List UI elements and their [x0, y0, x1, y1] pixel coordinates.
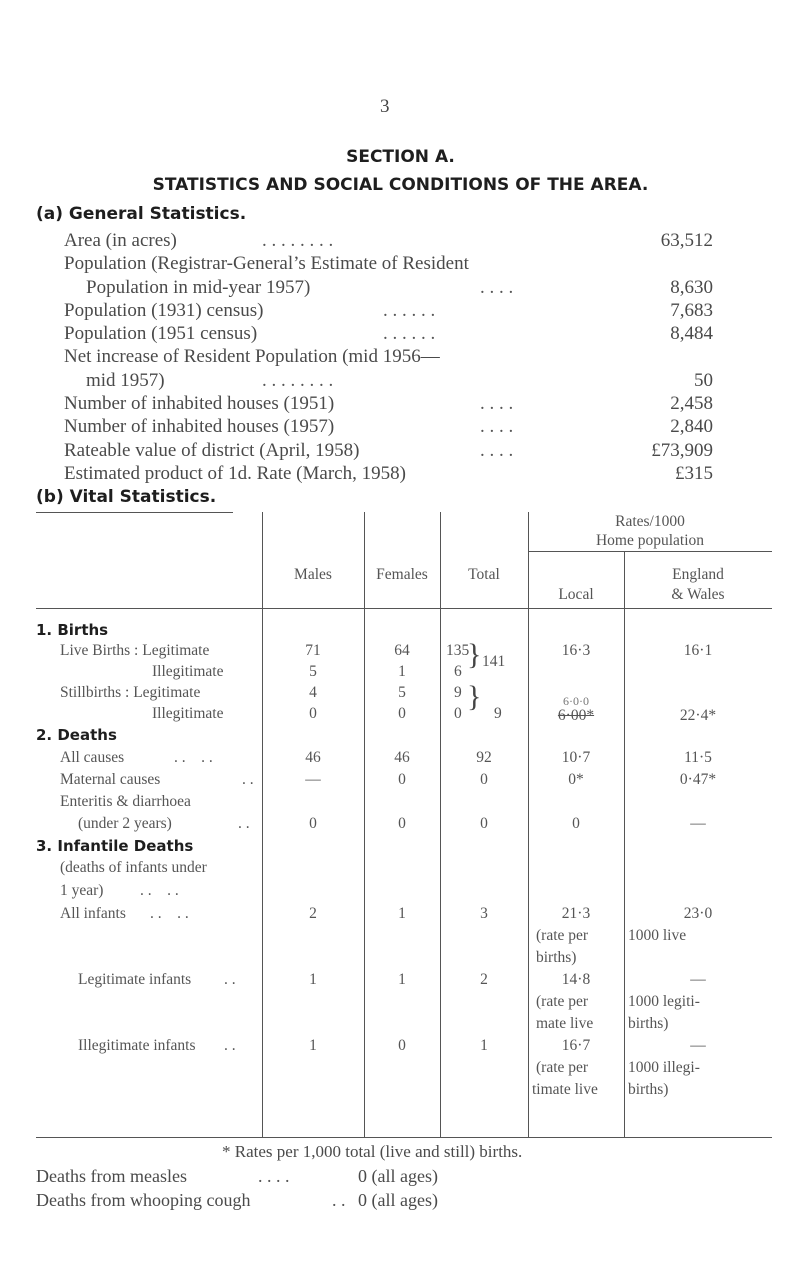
general-row-label: Number of inhabited houses (1957)	[64, 416, 335, 437]
section-infantile-deaths: 3. Infantile Deaths	[36, 837, 194, 855]
whooping-cough-label: Deaths from whooping cough	[36, 1190, 251, 1210]
cell-local-rate: 21·3	[561, 905, 591, 922]
row-label: All causes	[60, 749, 125, 766]
general-row-label: Population (Registrar-General’s Estimate of Resident	[64, 253, 469, 274]
cell-females: 46	[394, 749, 410, 766]
section-note: (deaths of infants under	[60, 859, 207, 876]
row-label: Maternal causes	[60, 771, 161, 788]
leader-dots: . . . .	[480, 440, 514, 461]
vital-statistics-heading: (b) Vital Statistics.	[36, 487, 217, 507]
leader-dots: . .	[332, 1190, 346, 1210]
cell-males: 0	[309, 815, 317, 832]
general-row-label: Estimated product of 1d. Rate (March, 1958)	[64, 463, 406, 484]
cell-local-rate: 10·7	[561, 749, 591, 766]
measles-label: Deaths from measles	[36, 1166, 187, 1186]
leader-dots: . . . .	[480, 277, 514, 298]
general-row-value: 50	[694, 370, 713, 391]
cell-ew-rate: 11·5	[684, 749, 712, 766]
general-row-value: 8,484	[670, 323, 713, 344]
cell-females: 1	[398, 971, 406, 988]
cell-males: 5	[309, 663, 317, 680]
footnote: * Rates per 1,000 total (live and still) births.	[222, 1142, 523, 1161]
section-subtitle: STATISTICS AND SOCIAL CONDITIONS OF THE AREA.	[152, 175, 649, 195]
section-note: 1 year)	[60, 882, 104, 899]
page-number: 3	[380, 96, 390, 117]
cell-males: 1	[309, 1037, 317, 1054]
cell-local-note: (rate per	[536, 927, 589, 944]
cell-ew-rate: —	[690, 1037, 706, 1054]
cell-males: 0	[309, 705, 317, 722]
table-rule	[36, 608, 772, 609]
brace-icon: }	[467, 638, 482, 671]
cell-ew-note: births)	[628, 1081, 669, 1098]
cell-males: 2	[309, 905, 317, 922]
row-label: Live Births : Legitimate	[60, 642, 210, 659]
cell-total: 0	[480, 771, 488, 788]
leader-dots: . . . . . . . .	[262, 370, 334, 391]
general-row-label: mid 1957)	[86, 370, 165, 391]
table-rule	[528, 551, 772, 552]
cell-ew-note: 1000 live	[628, 927, 687, 944]
cell-females: 1	[398, 663, 406, 680]
row-label-continued: (under 2 years)	[78, 815, 172, 832]
leader-dots: . . . . . .	[383, 323, 436, 344]
row-label: Illegitimate infants	[78, 1037, 196, 1054]
cell-females: 0	[398, 815, 406, 832]
leader-dots: . .	[238, 815, 250, 832]
leader-dots: . . . . . .	[383, 300, 436, 321]
cell-total: 135	[446, 642, 470, 659]
cell-females: 5	[398, 684, 406, 701]
header-total: Total	[468, 566, 500, 583]
row-label: Illegitimate	[152, 663, 224, 680]
cell-females: 0	[398, 705, 406, 722]
section-births: 1. Births	[36, 621, 109, 639]
cell-total: 9	[454, 684, 462, 701]
general-row-value: 63,512	[660, 230, 713, 251]
cell-ew-rate: 22·4*	[679, 707, 717, 724]
cell-local-rate: 16·3	[561, 642, 591, 659]
cell-local-rate: 6·00*	[557, 707, 595, 724]
cell-females: 64	[394, 642, 410, 659]
leader-dots: . .	[224, 971, 236, 988]
section-deaths: 2. Deaths	[36, 726, 117, 744]
cell-local-note: (rate per	[536, 1059, 589, 1076]
cell-total: 6	[454, 663, 462, 680]
row-label: Stillbirths : Legitimate	[60, 684, 201, 701]
cell-females: 1	[398, 905, 406, 922]
general-row-value: 2,458	[670, 393, 713, 414]
general-row-value: £315	[675, 463, 713, 484]
leader-dots: . . . . . . . .	[262, 230, 334, 251]
header-females: Females	[376, 566, 428, 583]
general-row-label: Area (in acres)	[64, 230, 177, 251]
cell-total: 3	[480, 905, 488, 922]
cell-ew-note: 1000 legiti-	[628, 993, 700, 1010]
general-row-label: Population (1931) census)	[64, 300, 264, 321]
cell-local-rate: 0	[572, 815, 580, 832]
general-row-label: Net increase of Resident Population (mid 1956—	[64, 346, 440, 367]
cell-ew-rate: —	[690, 971, 706, 988]
general-row-label: Population (1951 census)	[64, 323, 258, 344]
table-rule	[36, 1137, 772, 1138]
whooping-cough-value: 0 (all ages)	[358, 1190, 438, 1210]
leader-dots: . . . .	[150, 905, 189, 922]
leader-dots: . . . .	[480, 393, 514, 414]
cell-ew-rate: 23·0	[683, 905, 713, 922]
cell-ew-rate: —	[690, 815, 706, 832]
measles-value: 0 (all ages)	[358, 1166, 438, 1186]
leader-dots: . . . .	[140, 882, 179, 899]
cell-ew-note: 1000 illegi-	[628, 1059, 700, 1076]
cell-total: 1	[480, 1037, 488, 1054]
cell-ew-note: births)	[628, 1015, 669, 1032]
cell-total: 0	[454, 705, 462, 722]
header-local: Local	[558, 586, 594, 603]
leader-dots: . .	[242, 771, 254, 788]
cell-total: 0	[480, 815, 488, 832]
cell-local-rate: 0*	[568, 771, 584, 788]
handwritten-correction: 6·0·0	[563, 694, 589, 708]
general-row-value: £73,909	[651, 440, 713, 461]
row-label: Illegitimate	[152, 705, 224, 722]
leader-dots: . . . .	[174, 749, 213, 766]
leader-dots: . .	[224, 1037, 236, 1054]
general-row-label: Population in mid-year 1957)	[86, 277, 311, 298]
general-row-value: 8,630	[670, 277, 713, 298]
cell-local-note: mate live	[536, 1015, 594, 1032]
row-label: Legitimate infants	[78, 971, 192, 988]
cell-males: 71	[305, 642, 321, 659]
leader-dots: . . . .	[480, 416, 514, 437]
row-label: All infants	[60, 905, 126, 922]
cell-ew-rate: 16·1	[683, 642, 713, 659]
header-males: Males	[294, 566, 332, 583]
header-rates: Rates/1000	[615, 513, 685, 530]
cell-local-rate: 14·8	[561, 971, 591, 988]
cell-females: 0	[398, 1037, 406, 1054]
cell-local-rate: 16·7	[561, 1037, 591, 1054]
cell-ew-rate: 0·47*	[679, 771, 717, 788]
general-row-label: Number of inhabited houses (1951)	[64, 393, 335, 414]
cell-males: —	[305, 771, 321, 788]
cell-females: 0	[398, 771, 406, 788]
cell-males: 1	[309, 971, 317, 988]
general-statistics-heading: (a) General Statistics.	[36, 204, 247, 224]
cell-local-note: births)	[536, 949, 577, 966]
brace-icon: }	[467, 680, 482, 713]
cell-brace-total: 9	[494, 705, 502, 722]
header-england-wales-2: & Wales	[671, 586, 725, 603]
row-label: Enteritis & diarrhoea	[60, 793, 191, 810]
cell-total: 2	[480, 971, 488, 988]
table-rule	[36, 512, 233, 513]
cell-total: 92	[476, 749, 492, 766]
header-home-population: Home population	[595, 532, 705, 549]
cell-males: 46	[305, 749, 321, 766]
cell-brace-total: 141	[482, 653, 506, 670]
general-row-value: 2,840	[670, 416, 713, 437]
general-row-value: 7,683	[670, 300, 713, 321]
general-row-label: Rateable value of district (April, 1958)	[64, 440, 360, 461]
cell-local-note: (rate per	[536, 993, 589, 1010]
header-england-wales: England	[672, 566, 724, 583]
cell-local-note: timate live	[532, 1081, 598, 1098]
leader-dots: . . . .	[258, 1166, 290, 1186]
section-title: SECTION A.	[346, 147, 455, 167]
cell-males: 4	[309, 684, 317, 701]
